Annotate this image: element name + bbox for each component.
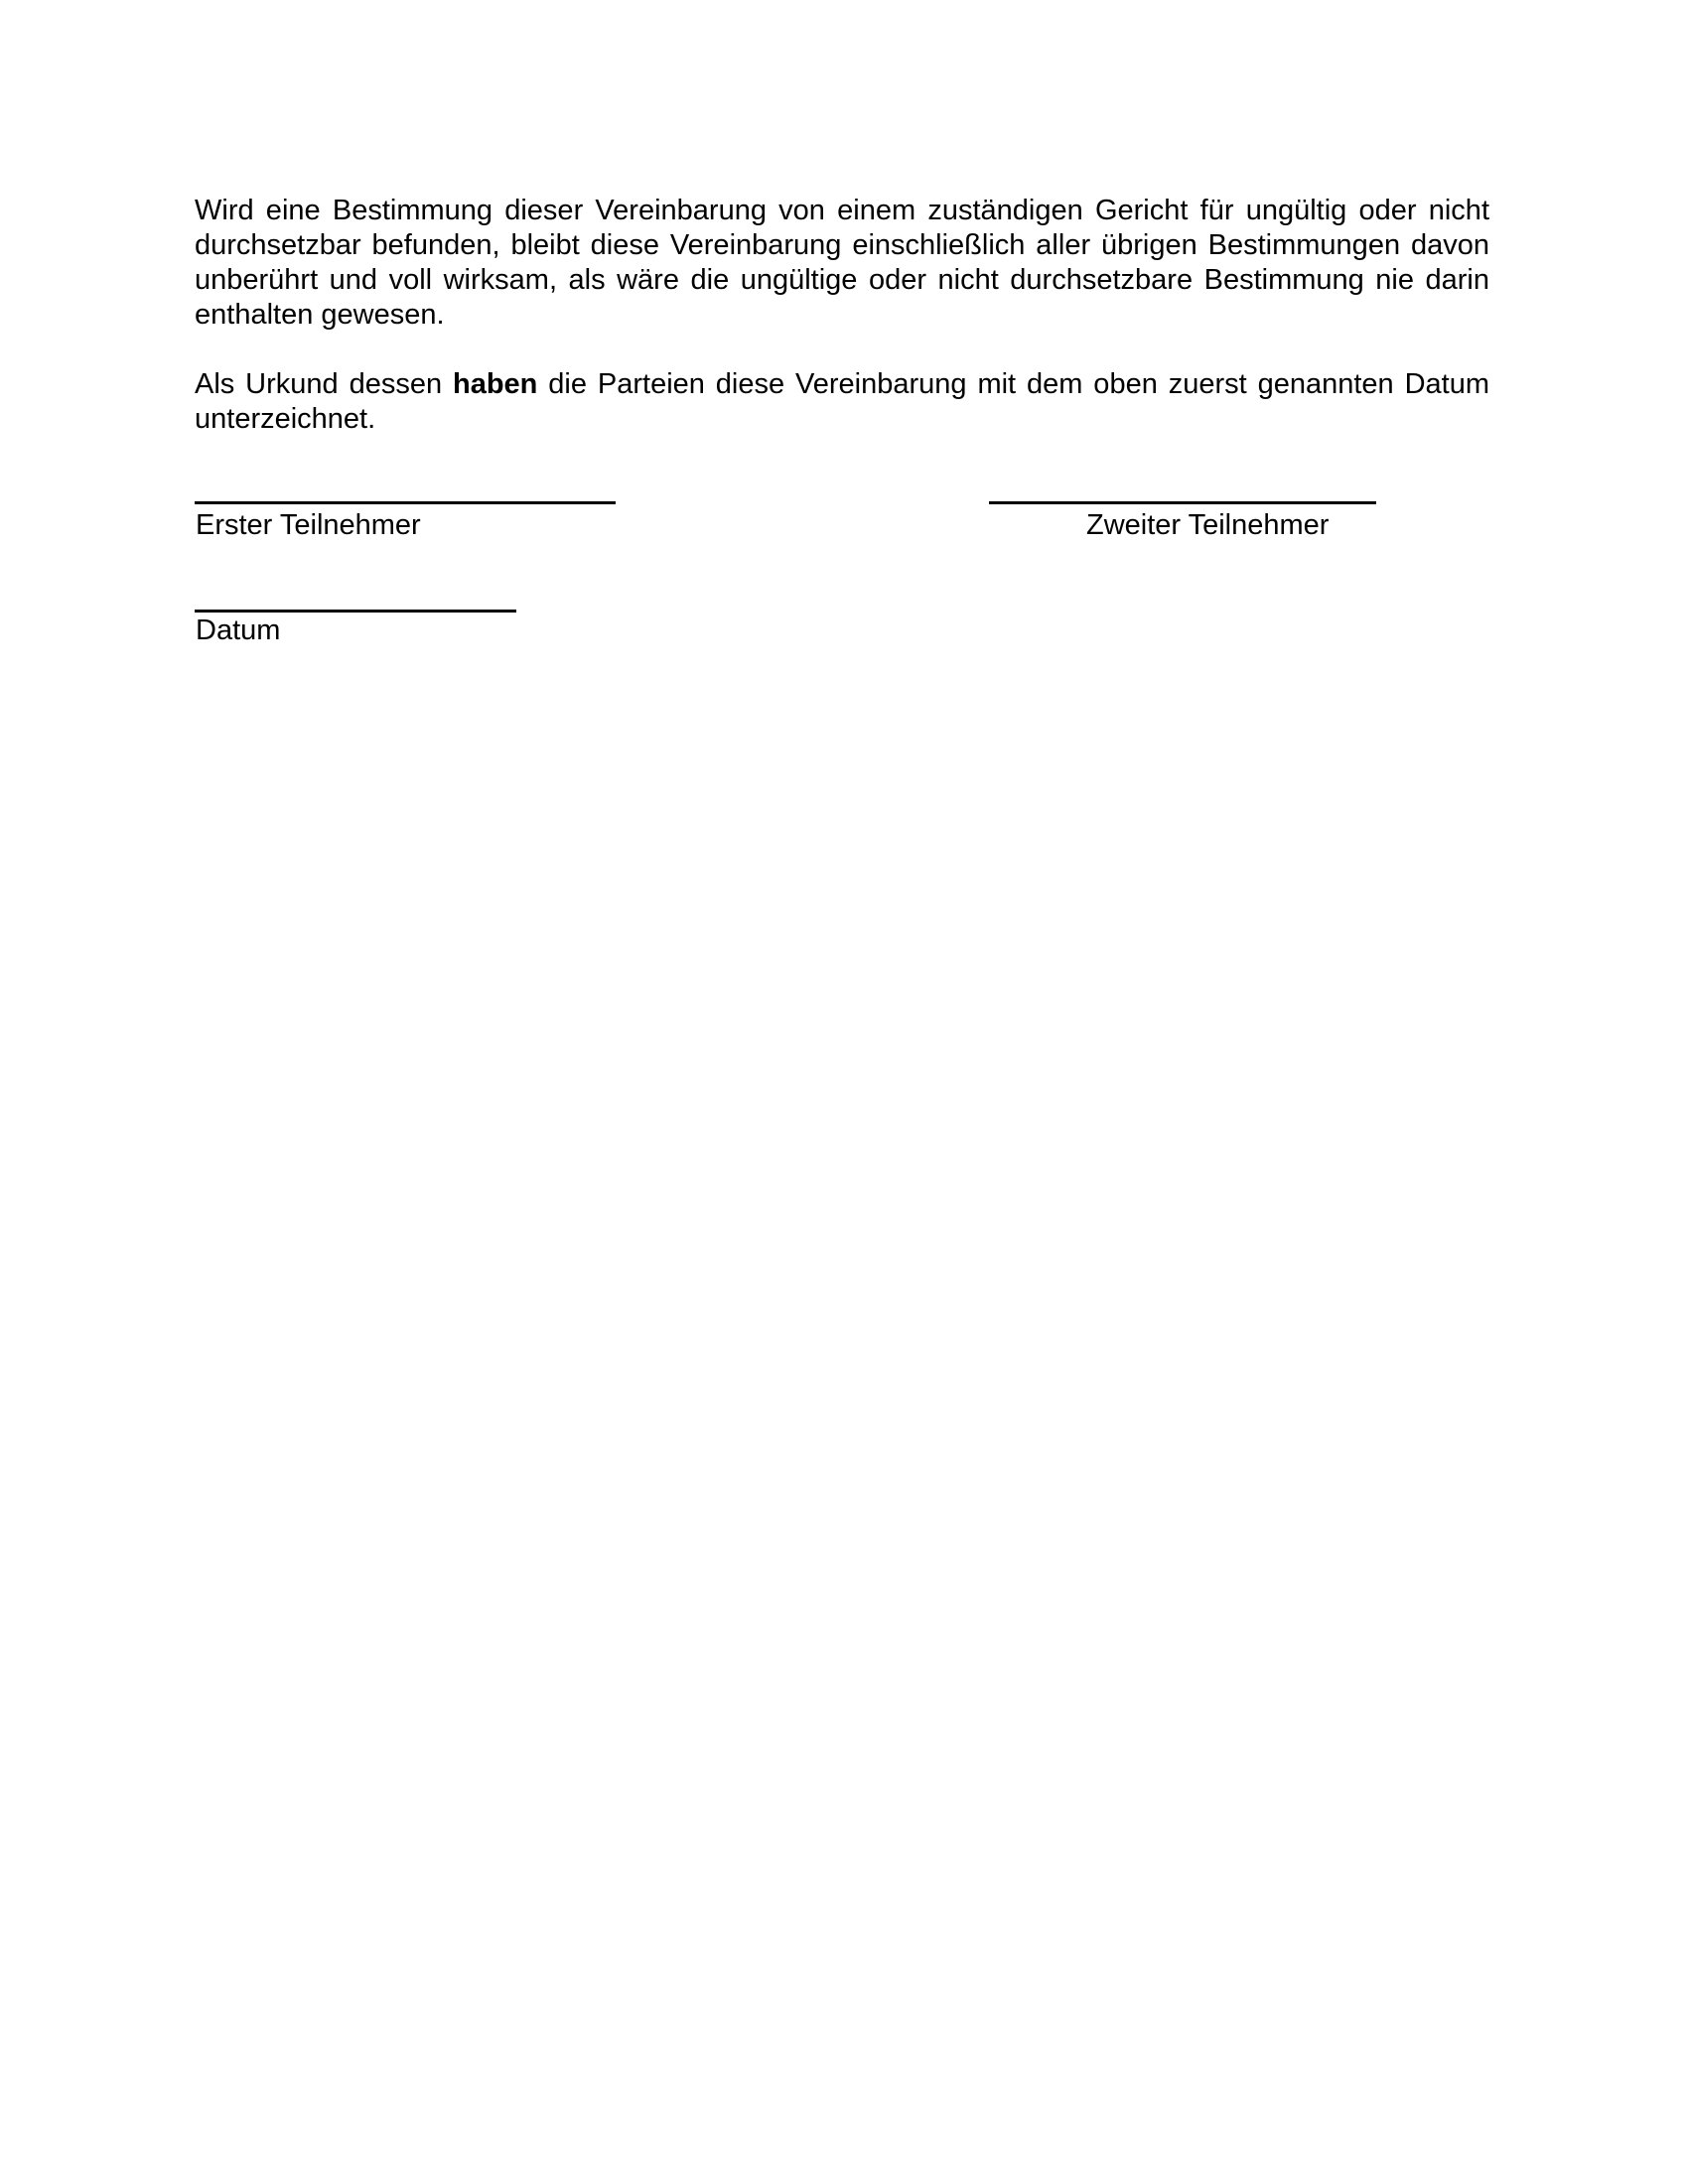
severability-paragraph: Wird eine Bestimmung dieser Vereinbarung von einem zuständigen Gericht für ungültig oder nicht durchsetzbar befunden, bleibt diese Vereinbarung einschließlich aller übrigen Bestimmungen davon unberührt und voll wirksam, als wäre die ungültige oder nicht durchsetzbare Bestimmung nie darin enthalten gewesen.	[195, 195, 1489, 331]
second-party-signature-line	[989, 501, 1376, 504]
witness-text-end: die Parteien diese Vereinbarung mit dem oben zuerst genannten Datum unterzeichnet.	[195, 368, 1489, 435]
date-label: Datum	[196, 614, 281, 646]
first-party-label: Erster Teilnehmer	[196, 509, 421, 541]
witness-text-start: Als Urkund dessen	[195, 368, 453, 400]
witness-text-bold: haben	[452, 368, 538, 400]
first-party-signature-line	[195, 501, 616, 504]
witness-paragraph	[195, 367, 1489, 437]
date-signature-line	[195, 610, 516, 613]
second-party-label: Zweiter Teilnehmer	[1086, 509, 1330, 541]
